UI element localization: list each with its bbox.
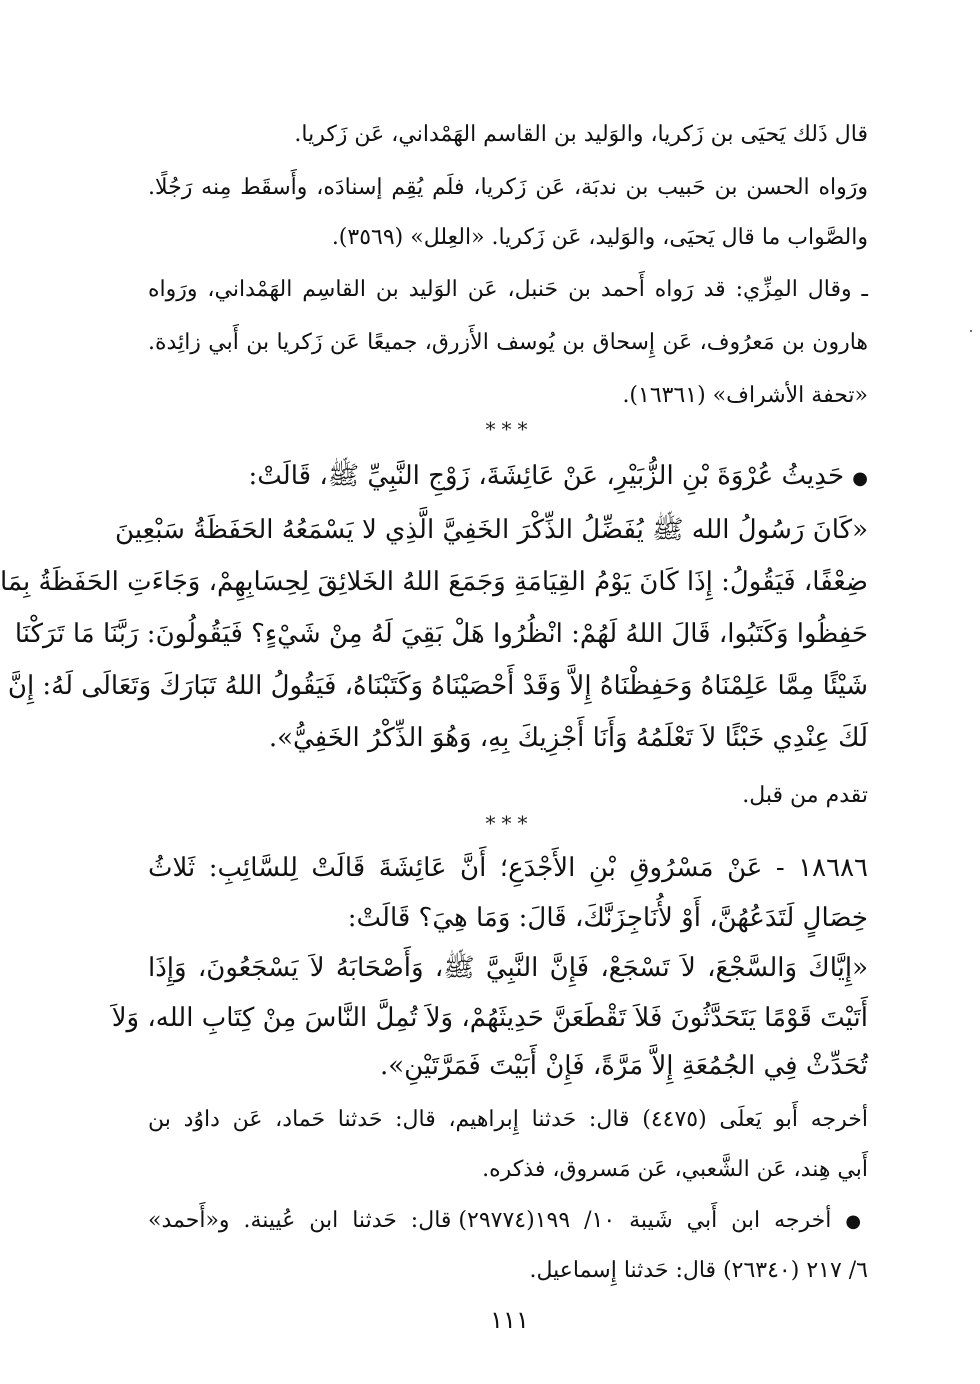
hadith-text-line: تُحَدِّثْ فِي الجُمُعَةِ إِلاَّ مَرَّةً، فَإِنْ أَبَيْتَ فَمَرَّتَيْنِ». [379,1051,868,1081]
takhrij-line: أخرجه أَبو يَعلَى (٤٤٧٥) قال: حَدثنا إِبراهيم، قال: حَدثنا حَماد، عَن داوُد بن [148,1107,868,1132]
hadith-text-line: أَتَيْتَ قَوْمًا يَتَحَدَّثُونَ فَلاَ تَقْطَعَنَّ حَدِيثَهُمْ، وَلاَ تُمِلَّ النَّاسَ مِنْ كِتَابِ الله، وَلاَ [111,1003,868,1033]
hadith-text-line: «إِيَّاكَ وَالسَّجْعَ، لاَ تَسْجَعْ، فَإِنَّ النَّبِيَّ ﷺ، وَأَصْحَابَهُ لاَ يَسْجَعُونَ، وَإِذَا [148,953,868,983]
text-line: «تحفة الأشراف» (١٦٣٦١). [622,383,868,408]
text-line: ورَواه الحسن بن حَبيب بن ندبَة، عَن زَكريا، فلَم يُقِم إسنادَه، وأَسقَط مِنه رَجُلًا. [148,175,868,200]
text-line: قال ذَلك يَحيَى بن زَكريا، والوَليد بن القاسم الهَمْداني، عَن زَكريا. [294,122,868,147]
text-line: هارون بن مَعرُوف، عَن إِسحاق بن يُوسف الأَزرق، جميعًا عَن زَكريا بن أَبي زائِدة. [148,330,869,355]
text-line: والصَّواب ما قال يَحيَى، والوَليد، عَن زَكريا. «العِلل» (٣٥٦٩). [331,225,868,250]
bullet: ● [845,1211,868,1232]
takhrij-text: أخرجه ابن أَبي شَيبة ١٠/ ١٩٩(٢٩٧٧٤) قال: حَدثنا ابن عُيينة. و«أَحمد» [148,1208,832,1233]
takhrij-line [148,1201,868,1242]
bullet: ● [852,468,868,489]
hadith-text-line: لَكَ عِنْدِي خَبْئًا لاَ تَعْلَمُهُ وَأَنَا أَجْزِيكَ بِهِ، وَهُوَ الذِّكْرُ الخَفِيُّ». [268,723,868,753]
section-separator: *** [485,417,534,441]
hadith-text-line: حَفِظُوا وَكَتَبُوا، قَالَ اللهُ لَهُمْ: انْظُرُوا هَلْ بَقِيَ لَهُ مِنْ شَيْءٍ؟ فَيَقُولُونَ: رَبَّنَا مَا تَرَكْنَا [14,619,868,649]
section-separator: *** [485,811,534,835]
takhrij-line: أَبي هِند، عَن الشَّعبي، عَن مَسروق، فذكره. [482,1157,868,1182]
hadith-text-line: خِصَالٍ لَتَدَعُهُنَّ، أَوْ لأُنَاجِزَنَّكَ، قَالَ: وَمَا هِيَ؟ قَالَتْ: [347,903,868,933]
text-line: ـ وقال المِزِّي: قد رَواه أَحمد بن حَنبل، عَن الوَليد بن القاسِم الهَمْداني، ورَواه [148,277,868,302]
takhrij-line: ٦/ ٢١٧ (٢٦٣٤٠) قال: حَدثنا إِسماعيل. [529,1258,868,1283]
hadith-heading: ١٨٦٨٦ - عَنْ مَسْرُوقِ بْنِ الأَجْدَعِ؛ أَنَّ عَائِشَةَ قَالَتْ لِلسَّائِبِ: ثَلاثُ [148,853,868,883]
page-number: ١١١ [490,1306,529,1334]
hadith-text-line: شَيْئًا مِمَّا عَلِمْنَاهُ وَحَفِظْنَاهُ إِلاَّ وَقَدْ أَحْصَيْنَاهُ وَكَتَبْنَاهُ، فَيَقُولُ اللهُ تَبَارَكَ وَتَعَالَى لَهُ: إِنَّ [7,671,868,701]
hadith-text-line: «كَانَ رَسُولُ الله ﷺ يُفَضِّلُ الذِّكْرَ الخَفِيَّ الَّذِي لا يَسْمَعُهُ الحَفَظَةُ سَبْعِينَ [115,515,868,545]
hadith-heading-text: حَدِيثُ عُرْوَةَ بْنِ الزُّبَيْرِ، عَنْ عَائِشَةَ، زَوْجِ النَّبِيِّ ﷺ، قَالَتْ: [248,461,845,491]
note-line: تقدم من قبل. [742,783,868,808]
hadith-text-line: ضِعْفًا، فَيَقُولُ: إِذَا كَانَ يَوْمُ القِيَامَةِ وَجَمَعَ اللهُ الخَلائِقَ لِحِسَابِهِمْ، وَجَاءَتِ الحَفَظَةُ بِمَا [0,567,868,597]
margin-dot [970,330,972,332]
hadith-heading [148,456,868,499]
